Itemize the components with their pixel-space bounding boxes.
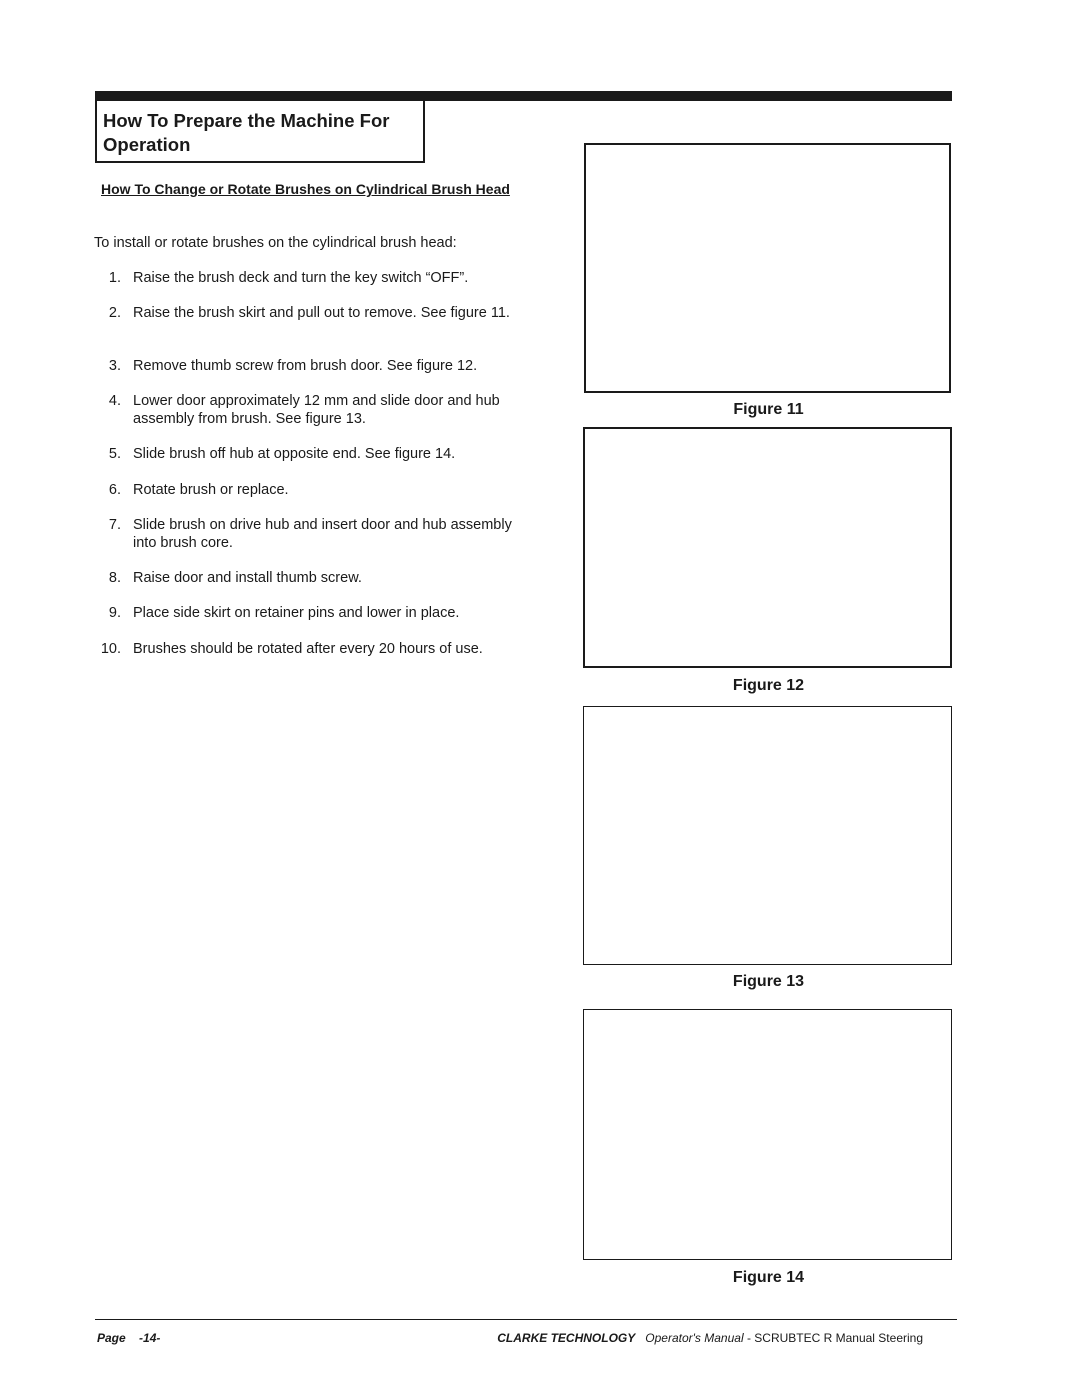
step-text: Lower door approximately 12 mm and slide door and hub assembly from brush. See figure 13.: [133, 393, 500, 427]
step-number: 6.: [108, 482, 121, 498]
figure-11-image: [584, 143, 951, 393]
step-number: 10.: [100, 641, 121, 657]
step-text: Rotate brush or replace.: [133, 482, 289, 498]
step-number: 7.: [108, 517, 121, 533]
step-number: 4.: [108, 393, 121, 409]
step-text: Slide brush on drive hub and insert door and hub assembly into brush core.: [133, 517, 512, 551]
figure-caption: Figure 12: [732, 677, 805, 694]
figure-caption: Figure 13: [732, 973, 805, 990]
footer-title: [497, 1331, 923, 1345]
section-title-box: [95, 101, 425, 163]
step-number: 1.: [108, 270, 121, 286]
step-text: Raise the brush skirt and pull out to remove. See figure 11.: [133, 305, 510, 321]
footer-product: - SCRUBTEC R Manual Steering: [743, 1331, 923, 1345]
figure-13-image: [583, 706, 952, 965]
section-title: How To Prepare the Machine For Operation: [103, 110, 390, 155]
step-text: Remove thumb screw from brush door. See figure 12.: [133, 358, 478, 374]
step-text: Slide brush off hub at opposite end. See figure 14.: [133, 446, 456, 462]
step-number: 9.: [108, 605, 121, 621]
figure-12-image: [583, 427, 952, 668]
footer-brand: CLARKE TECHNOLOGY: [497, 1331, 636, 1345]
step-number: 3.: [108, 358, 121, 374]
step-text: Raise door and install thumb screw.: [133, 570, 362, 586]
step-number: 8.: [108, 570, 121, 586]
step-number: 2.: [108, 305, 121, 321]
intro-text: To install or rotate brushes on the cylindrical brush head:: [94, 235, 457, 251]
page-label: Page -14-: [97, 1331, 161, 1345]
subheading: How To Change or Rotate Brushes on Cylindrical Brush Head: [101, 181, 510, 197]
footer-rule: [95, 1319, 957, 1320]
figure-caption: Figure 14: [732, 1269, 805, 1286]
step-number: 5.: [108, 446, 121, 462]
figure-14-image: [583, 1009, 952, 1260]
step-text: Brushes should be rotated after every 20 hours of use.: [133, 641, 483, 657]
footer-manual: Operator's Manual: [645, 1331, 744, 1345]
header-rule: [95, 91, 952, 101]
step-text: Raise the brush deck and turn the key switch “OFF”.: [133, 270, 469, 286]
page-number: [97, 1331, 160, 1345]
step-text: Place side skirt on retainer pins and lower in place.: [133, 605, 460, 621]
figure-caption: Figure 11: [733, 401, 804, 418]
